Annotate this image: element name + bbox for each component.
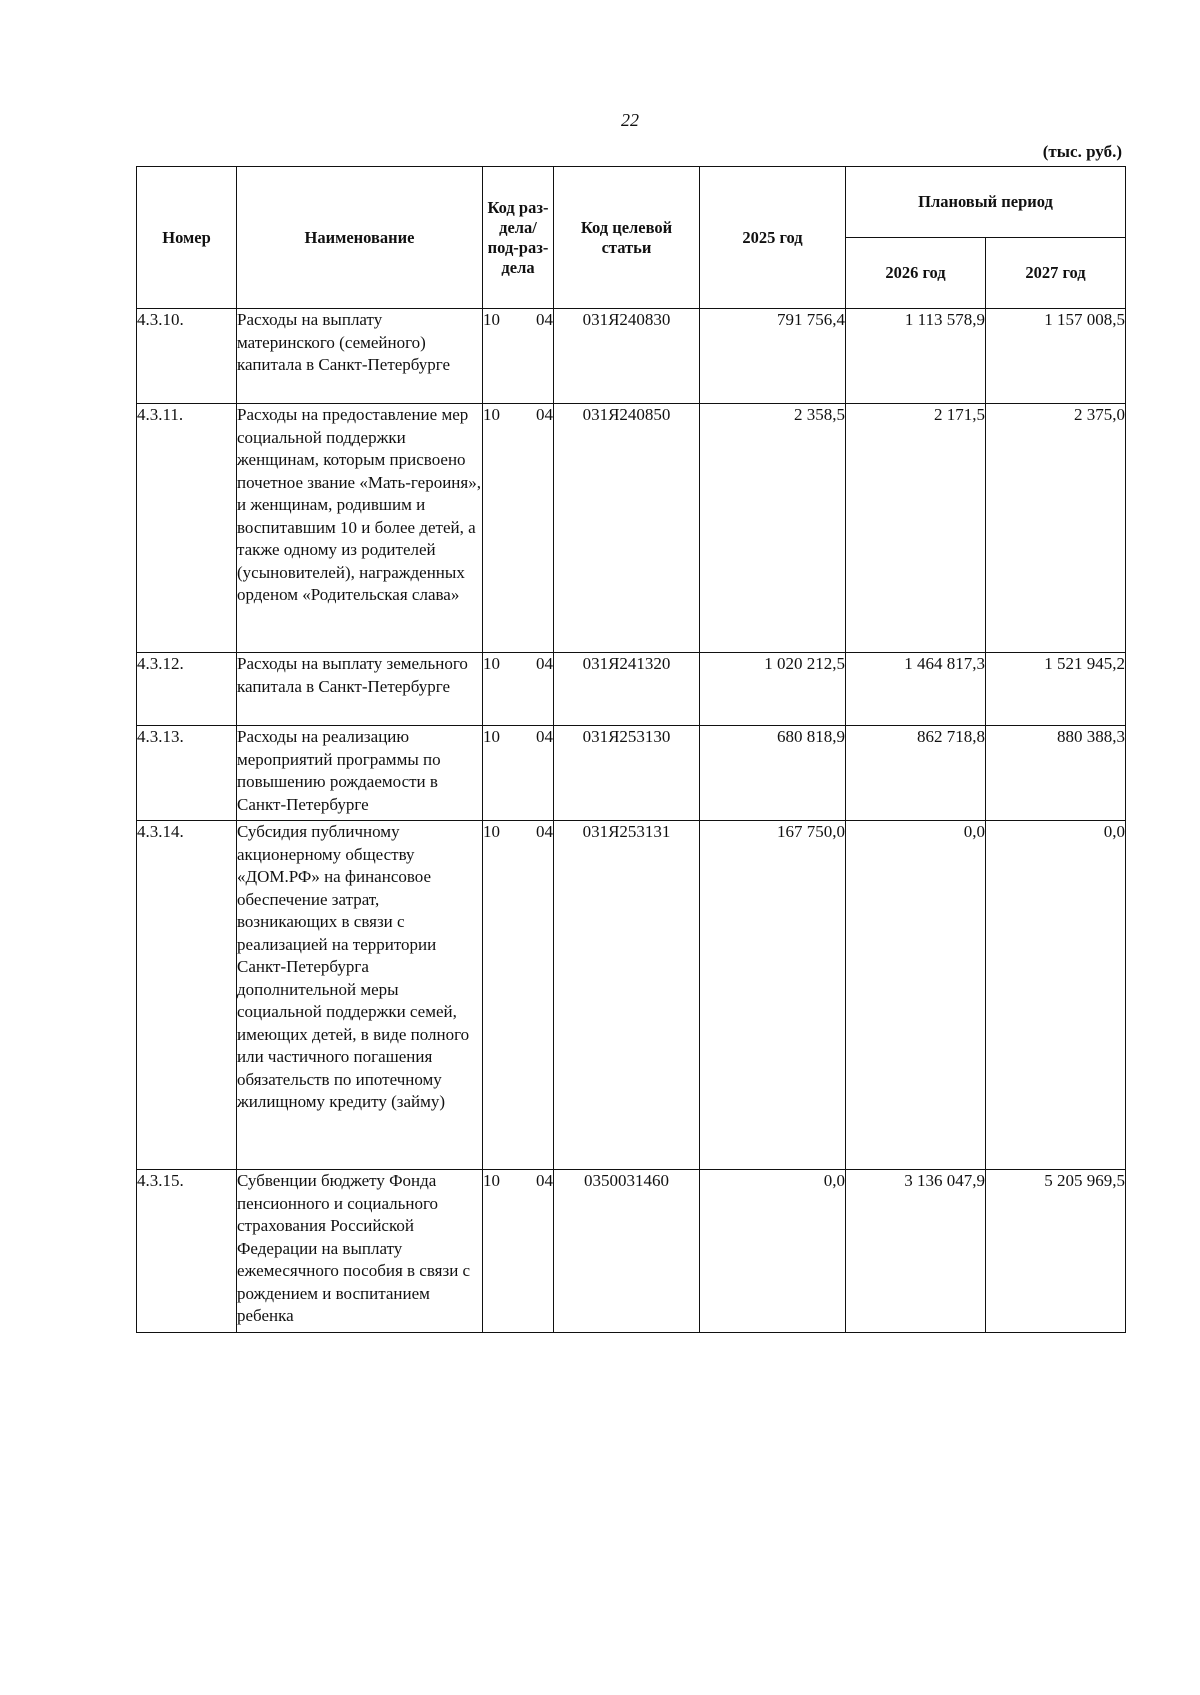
row-number: 4.3.11.: [137, 404, 237, 653]
row-amount-2025: 791 756,4: [700, 309, 846, 404]
row-section-code: [483, 404, 554, 653]
row-amount-2025: 680 818,9: [700, 726, 846, 821]
section-code: 10: [483, 310, 500, 329]
row-name: Субсидия публичному акционерному обществу «ДОМ.РФ» на финансовое обеспечение затрат, возникающих в связи с реализацией на территории Санкт-Петербурга дополнительной меры социальной поддержки семей, имеющих детей, в виде полного или частичного погашения обязательств по ипотечному жилищному кредиту (займу): [237, 821, 483, 1170]
row-amount-2027: 1 521 945,2: [986, 653, 1126, 726]
table-row: [137, 821, 1126, 1170]
table-row: [137, 653, 1126, 726]
table-row: [137, 726, 1126, 821]
header-target: Код целевой статьи: [554, 167, 700, 309]
row-section-code: [483, 726, 554, 821]
section-code: 10: [483, 822, 500, 841]
subsection-code: 04: [536, 405, 553, 424]
row-target-code: 0350031460: [554, 1170, 700, 1333]
table-row: [137, 404, 1126, 653]
table-row: [137, 1170, 1126, 1333]
row-number: 4.3.13.: [137, 726, 237, 821]
row-amount-2025: 2 358,5: [700, 404, 846, 653]
row-number: 4.3.15.: [137, 1170, 237, 1333]
row-name: Расходы на предоставление мер социальной поддержки женщинам, которым присвоено почетное звание «Мать-героиня», и женщинам, родившим и воспитавшим 10 и более детей, а также одному из родителей (усыновителей), награжденных орденом «Родительская слава»: [237, 404, 483, 653]
units-label: (тыс. руб.): [1042, 142, 1122, 161]
row-section-code: [483, 821, 554, 1170]
page-number: 22: [621, 110, 639, 130]
row-section-code: [483, 309, 554, 404]
header-number: Номер: [137, 167, 237, 309]
row-name: Расходы на реализацию мероприятий программы по повышению рождаемости в Санкт-Петербурге: [237, 726, 483, 821]
section-code: 10: [483, 654, 500, 673]
row-target-code: 031Я240830: [554, 309, 700, 404]
row-target-code: 031Я240850: [554, 404, 700, 653]
header-name: Наименование: [237, 167, 483, 309]
row-amount-2027: 0,0: [986, 821, 1126, 1170]
section-code: 10: [483, 727, 500, 746]
header-2027: 2027 год: [986, 238, 1126, 309]
table-header: [137, 167, 1126, 309]
subsection-code: 04: [536, 727, 553, 746]
row-number: 4.3.14.: [137, 821, 237, 1170]
row-amount-2025: 1 020 212,5: [700, 653, 846, 726]
row-amount-2026: 1 464 817,3: [846, 653, 986, 726]
row-amount-2026: 2 171,5: [846, 404, 986, 653]
row-number: 4.3.12.: [137, 653, 237, 726]
header-2025: 2025 год: [700, 167, 846, 309]
row-section-code: [483, 1170, 554, 1333]
header-planned-period: Плановый период: [846, 167, 1126, 238]
row-name: Субвенции бюджету Фонда пенсионного и социального страхования Российской Федерации на выплату ежемесячного пособия в связи с рождением и воспитанием ребенка: [237, 1170, 483, 1333]
section-code: 10: [483, 1171, 500, 1190]
table-row: [137, 309, 1126, 404]
row-amount-2025: 0,0: [700, 1170, 846, 1333]
subsection-code: 04: [536, 822, 553, 841]
row-name: Расходы на выплату материнского (семейного) капитала в Санкт-Петербурге: [237, 309, 483, 404]
row-number: 4.3.10.: [137, 309, 237, 404]
row-amount-2027: 5 205 969,5: [986, 1170, 1126, 1333]
row-amount-2025: 167 750,0: [700, 821, 846, 1170]
subsection-code: 04: [536, 310, 553, 329]
row-name: Расходы на выплату земельного капитала в Санкт-Петербурге: [237, 653, 483, 726]
subsection-code: 04: [536, 1171, 553, 1190]
section-code: 10: [483, 405, 500, 424]
row-amount-2027: 880 388,3: [986, 726, 1126, 821]
row-target-code: 031Я253131: [554, 821, 700, 1170]
row-amount-2027: 2 375,0: [986, 404, 1126, 653]
row-target-code: 031Я253130: [554, 726, 700, 821]
budget-table: [136, 166, 1126, 1333]
row-amount-2026: 1 113 578,9: [846, 309, 986, 404]
row-amount-2026: 3 136 047,9: [846, 1170, 986, 1333]
subsection-code: 04: [536, 654, 553, 673]
row-amount-2027: 1 157 008,5: [986, 309, 1126, 404]
header-2026: 2026 год: [846, 238, 986, 309]
header-section: Код раз-дела/ под-раз-дела: [483, 167, 554, 309]
row-amount-2026: 0,0: [846, 821, 986, 1170]
row-target-code: 031Я241320: [554, 653, 700, 726]
table-body: [137, 309, 1126, 1333]
row-amount-2026: 862 718,8: [846, 726, 986, 821]
row-section-code: [483, 653, 554, 726]
